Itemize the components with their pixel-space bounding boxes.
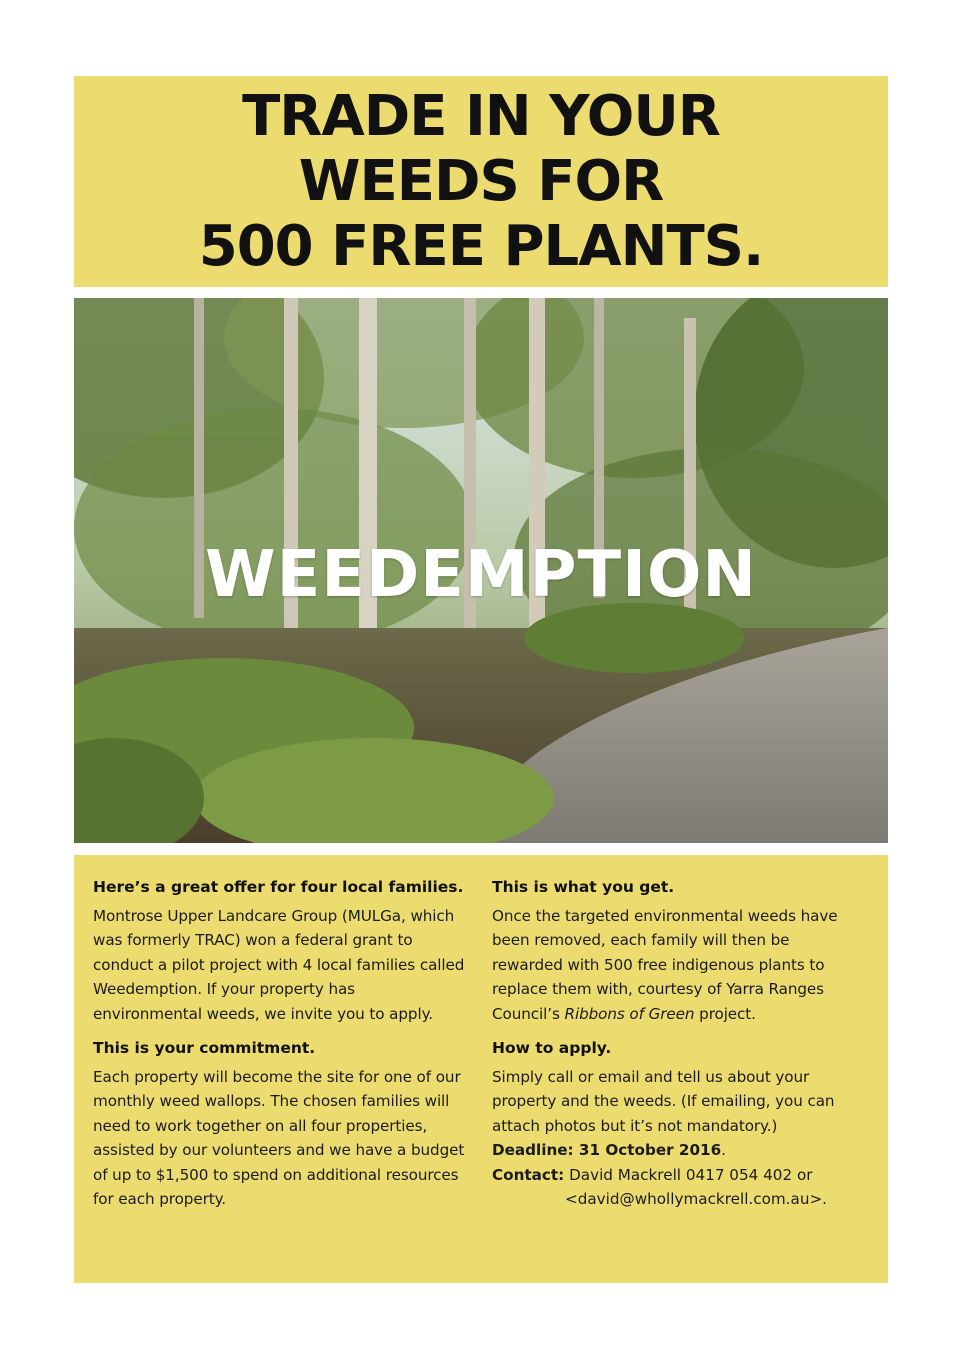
right-column	[492, 875, 864, 1211]
deadline-line	[492, 1138, 864, 1162]
ribbons-of-green-title: Ribbons of Green	[564, 1004, 695, 1023]
benefit-body	[492, 904, 864, 1026]
forest-path-photo	[74, 298, 888, 843]
headline-line-3: 500 FREE PLANTS.	[198, 214, 764, 279]
benefit-body-start: Once the targeted environmental weeds have been removed, each family will then be rewarded with 500 free indigenous plants to replace them with, courtesy of Yarra Ranges Council’s	[492, 907, 838, 1023]
left-column	[93, 875, 465, 1221]
weedemption-title: WEEDEMPTION	[205, 538, 757, 612]
contact-label: Contact:	[492, 1165, 565, 1184]
offer-body: Montrose Upper Landcare Group (MULGa, which was formerly TRAC) won a federal grant to conduct a pilot project with 4 local families called Weedemption. If your property has environmental weeds, we invite you to apply.	[93, 907, 465, 1023]
contact-line	[492, 1163, 864, 1187]
apply-heading: How to apply.	[492, 1039, 612, 1058]
benefit-body-end: project.	[694, 1004, 756, 1023]
contact-email[interactable]: <david@whollymackrell.com.au>.	[565, 1190, 827, 1209]
headline	[74, 84, 888, 279]
headline-line-1: TRADE IN YOUR	[242, 84, 720, 149]
benefit-heading: This is what you get.	[492, 878, 675, 896]
deadline: Deadline: 31 October 2016	[492, 1141, 722, 1160]
headline-banner	[74, 76, 888, 287]
deadline-period: .	[721, 1141, 726, 1160]
info-panel	[74, 855, 888, 1283]
commitment-body: Each property will become the site for one of our monthly weed wallops. The chosen families will need to work together on all four properties, assisted by our volunteers and we have a budget of up to $1,500 to spend on additional resources for each property.	[93, 1068, 465, 1209]
contact-text: David Mackrell 0417 054 402 or	[564, 1165, 813, 1184]
headline-line-2: WEEDS FOR	[298, 149, 664, 214]
apply-body: Simply call or email and tell us about your property and the weeds. (If emailing, you can attach photos but it’s not mandatory.)	[492, 1068, 835, 1135]
commitment-heading: This is your commitment.	[93, 1039, 316, 1058]
offer-heading: Here’s a great offer for four local families.	[93, 878, 464, 896]
